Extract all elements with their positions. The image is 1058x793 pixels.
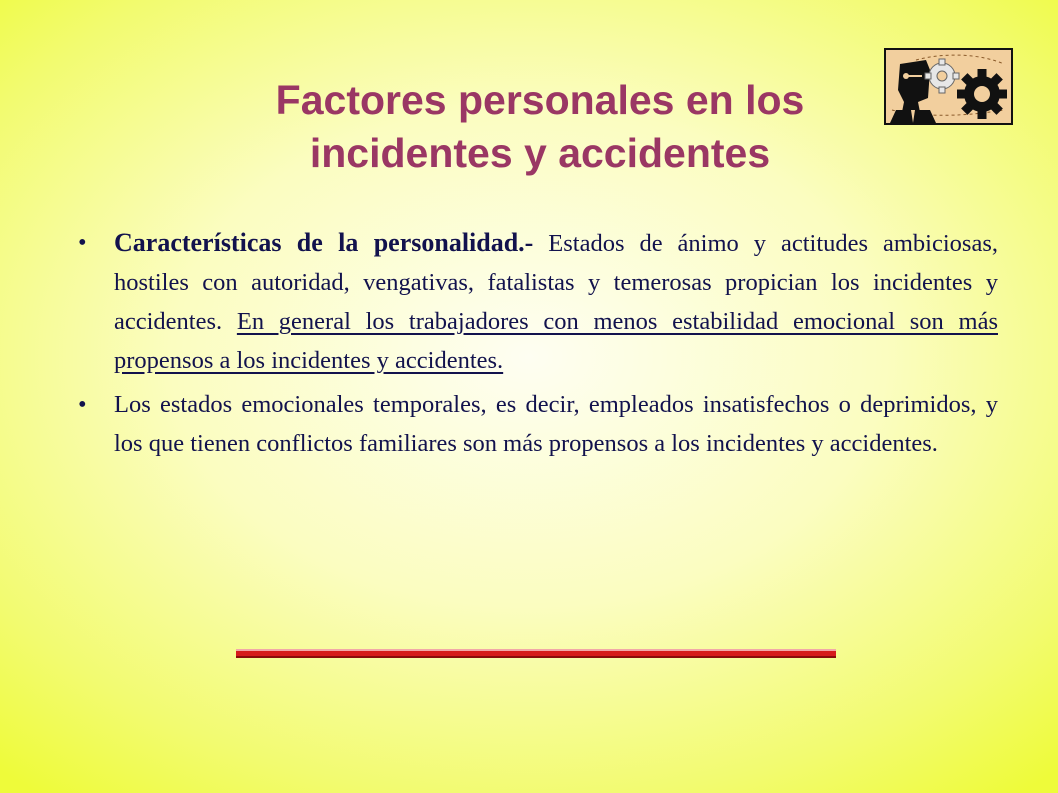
bullet-dot: • — [78, 229, 87, 256]
bullet-text: Los estados emocionales temporales, es decir, empleados insatisfechos o deprimidos, y los que tienen conflictos familiares son más propensos a los incidentes y accidentes. — [114, 391, 998, 457]
title-line-2: incidentes y accidentes — [309, 130, 771, 176]
bullet-list — [78, 223, 998, 463]
bullet-emotional-states — [78, 385, 998, 463]
title-line-1: Factores personales en los — [275, 77, 805, 123]
person-gears-icon — [884, 48, 1013, 125]
bullet-lead: Características de la personalidad.- — [114, 228, 534, 257]
bullet-personality — [78, 223, 998, 380]
slide-title — [150, 74, 930, 180]
bullet-text: Estados de ánimo y actitudes ambiciosas, hostiles con autoridad, vengativas, fatalistas y temerosas propician los incidentes y accidentes. — [114, 230, 998, 335]
divider-bar — [236, 649, 836, 658]
bullet-dot: • — [78, 391, 87, 418]
bullet-emphasis: En general los trabajadores con menos estabilidad emocional son más propensos a los incidentes y accidentes. — [114, 308, 998, 374]
